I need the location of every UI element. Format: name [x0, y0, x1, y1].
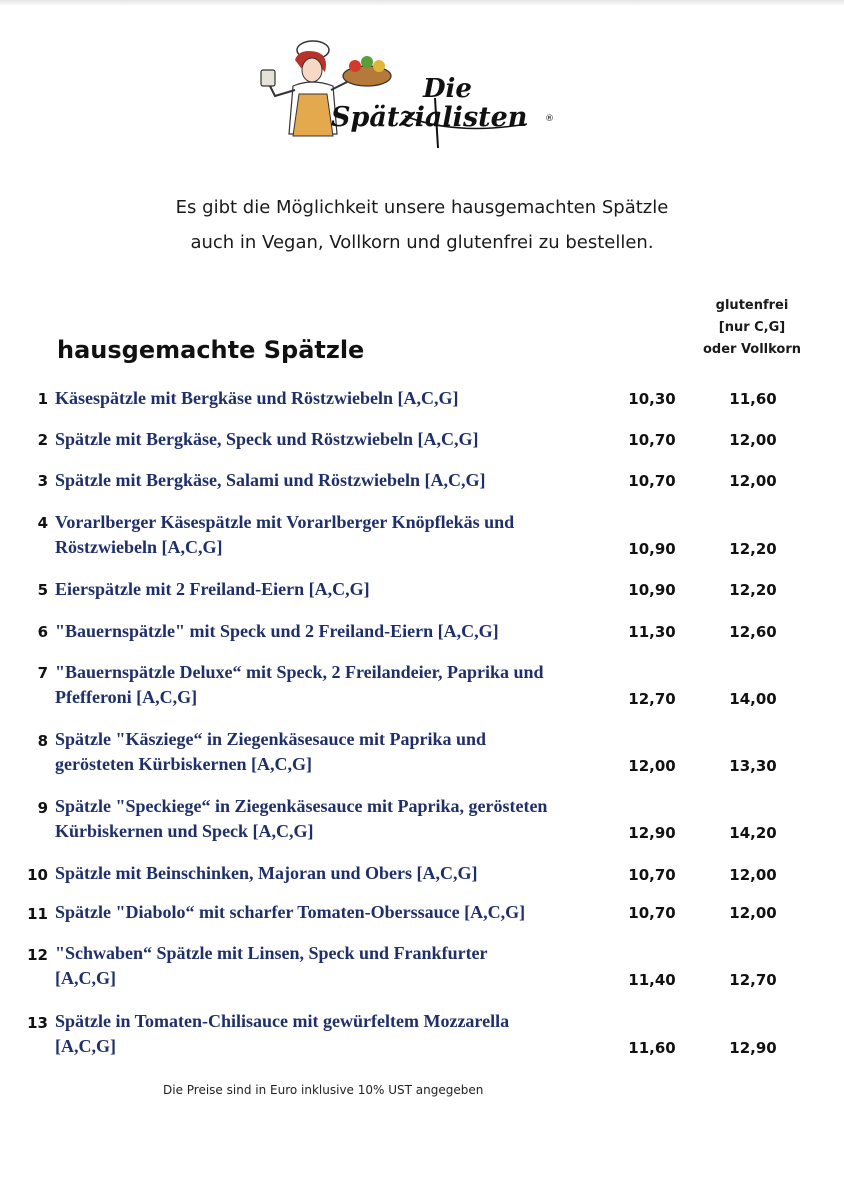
price-regular: 12,00	[628, 757, 676, 775]
price-regular: 11,60	[628, 1039, 676, 1057]
price-gluten-free: 13,30	[729, 757, 777, 775]
dish-line: Spätzle mit Beinschinken, Majoran und Obers [A,C,G]	[55, 863, 478, 883]
dish-name	[55, 1009, 620, 1059]
dish-line: Spätzle "Diabolo“ mit scharfer Tomaten-Oberssauce [A,C,G]	[55, 902, 526, 922]
intro-line-1: Es gibt die Möglichkeit unsere hausgemachten Spätzle	[175, 197, 669, 218]
price-gluten-free: 12,90	[729, 1039, 777, 1057]
item-number: 1	[37, 390, 48, 408]
dish-line: [A,C,G]	[55, 1036, 116, 1056]
price-gluten-free: 12,00	[729, 431, 777, 449]
item-number: 9	[37, 799, 48, 817]
dish-name	[55, 619, 620, 644]
dish-line: Spätzle "Speckiege“ in Ziegenkäsesauce mit Paprika, gerösteten	[55, 796, 548, 816]
logo-word-die: Die	[423, 74, 472, 104]
price-regular: 10,90	[628, 581, 676, 599]
price-regular: 11,30	[628, 623, 676, 641]
dish-name	[55, 941, 620, 991]
price-footnote: Die Preise sind in Euro inklusive 10% UST angegeben	[163, 1083, 484, 1097]
dish-line: Röstzwiebeln [A,C,G]	[55, 537, 223, 557]
item-number: 7	[37, 664, 48, 682]
price-gluten-free: 12,70	[729, 971, 777, 989]
item-number: 8	[37, 732, 48, 750]
dish-name	[55, 427, 620, 452]
dish-line: "Schwaben“ Spätzle mit Linsen, Speck und Frankfurter	[55, 943, 488, 963]
dish-name	[55, 468, 620, 493]
dish-line: Spätzle in Tomaten-Chilisauce mit gewürfeltem Mozzarella	[55, 1011, 510, 1031]
item-number: 10	[27, 866, 48, 884]
price-gluten-free: 12,20	[729, 540, 777, 558]
price-gluten-free: 12,60	[729, 623, 777, 641]
registered-mark: ®	[545, 114, 554, 124]
dish-name	[55, 660, 620, 710]
dish-line: Spätzle mit Bergkäse, Salami und Röstzwiebeln [A,C,G]	[55, 470, 486, 490]
item-number: 4	[37, 514, 48, 532]
price-gluten-free: 12,00	[729, 904, 777, 922]
dish-line: gerösteten Kürbiskernen [A,C,G]	[55, 754, 312, 774]
gluten-free-header-line-3: oder Vollkorn	[702, 342, 802, 357]
price-gluten-free: 14,00	[729, 690, 777, 708]
price-regular: 11,40	[628, 971, 676, 989]
logo	[255, 38, 560, 154]
dish-name	[55, 386, 620, 411]
price-gluten-free: 12,20	[729, 581, 777, 599]
chef-illustration	[255, 38, 560, 154]
price-regular: 10,70	[628, 866, 676, 884]
dish-line: "Bauernspätzle Deluxe“ mit Speck, 2 Freilandeier, Paprika und	[55, 662, 544, 682]
dish-line: Kürbiskernen und Speck [A,C,G]	[55, 821, 314, 841]
item-number: 11	[27, 905, 48, 923]
dish-name	[55, 510, 620, 560]
item-number: 2	[37, 431, 48, 449]
dish-line: Vorarlberger Käsespätzle mit Vorarlberger Knöpflekäs und	[55, 512, 515, 532]
item-number: 6	[37, 623, 48, 641]
price-regular: 10,70	[628, 904, 676, 922]
item-number: 12	[27, 946, 48, 964]
dish-line: "Bauernspätzle" mit Speck und 2 Freiland-Eiern [A,C,G]	[55, 621, 499, 641]
price-gluten-free: 12,00	[729, 866, 777, 884]
dish-name	[55, 727, 620, 777]
price-regular: 10,30	[628, 390, 676, 408]
dish-name	[55, 900, 620, 925]
price-regular: 12,70	[628, 690, 676, 708]
dish-line: Spätzle mit Bergkäse, Speck und Röstzwiebeln [A,C,G]	[55, 429, 479, 449]
intro-line-2: auch in Vegan, Vollkorn und glutenfrei zu bestellen.	[190, 232, 654, 253]
price-gluten-free: 12,00	[729, 472, 777, 490]
dish-line: Eierspätzle mit 2 Freiland-Eiern [A,C,G]	[55, 579, 370, 599]
gluten-free-header-line-1: glutenfrei	[715, 298, 789, 313]
dish-line: Spätzle "Käsziege“ in Ziegenkäsesauce mit Paprika und	[55, 729, 486, 749]
gluten-free-header-line-2: [nur C,G]	[718, 320, 786, 335]
price-regular: 12,90	[628, 824, 676, 842]
price-gluten-free: 11,60	[729, 390, 777, 408]
item-number: 13	[27, 1014, 48, 1032]
logo-word-name: Spätzialisten	[331, 102, 528, 133]
price-regular: 10,70	[628, 472, 676, 490]
dish-line: [A,C,G]	[55, 968, 116, 988]
dish-name	[55, 794, 620, 844]
section-title: hausgemachte Spätzle	[57, 336, 365, 364]
price-regular: 10,70	[628, 431, 676, 449]
dish-line: Käsespätzle mit Bergkäse und Röstzwiebeln [A,C,G]	[55, 388, 459, 408]
item-number: 5	[37, 581, 48, 599]
price-gluten-free: 14,20	[729, 824, 777, 842]
item-number: 3	[37, 472, 48, 490]
dish-name	[55, 861, 620, 886]
dish-name	[55, 577, 620, 602]
price-regular: 10,90	[628, 540, 676, 558]
top-shade	[0, 0, 844, 6]
dish-line: Pfefferoni [A,C,G]	[55, 687, 198, 707]
